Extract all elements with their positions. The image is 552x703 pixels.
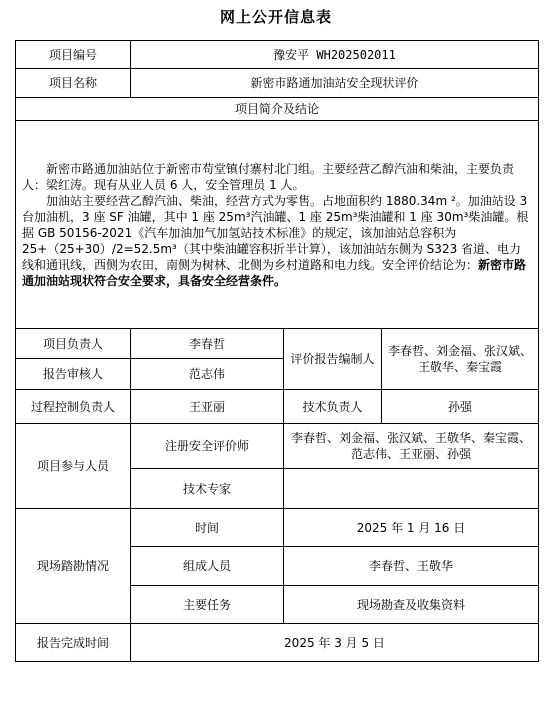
page-title: 网上公开信息表: [219, 8, 332, 26]
project-no-value: 豫安平 WH202502011: [131, 41, 539, 69]
registered-label: 注册安全评价师: [131, 424, 284, 469]
compiler-label: 评价报告编制人: [284, 329, 382, 390]
leader-label: 项目负责人: [16, 329, 131, 359]
experts-value: [284, 469, 539, 509]
intro-content: [16, 121, 539, 329]
table-row: [16, 41, 539, 69]
participants-label: 项目参与人员: [16, 424, 131, 509]
registered-value: 李春哲、刘金福、张汉斌、王敬华、秦宝霞、范志伟、王亚丽、孙强: [284, 424, 539, 469]
intro-paragraph-2: [22, 193, 532, 289]
process-value: 王亚丽: [131, 390, 284, 424]
tech-lead-label: 技术负责人: [284, 390, 382, 424]
leader-value: 李春哲: [131, 329, 284, 359]
site-members-label: 组成人员: [131, 547, 284, 586]
intro-conclusion: 新密市路通加油站现状符合安全要求，具备安全经营条件。: [22, 257, 527, 288]
project-name-value: 新密市路通加油站安全现状评价: [131, 69, 539, 98]
experts-label: 技术专家: [131, 469, 284, 509]
site-time-value: 2025 年 1 月 16 日: [284, 509, 539, 547]
site-members-value: 李春哲、王敬华: [284, 547, 539, 586]
site-task-value: 现场勘查及收集资料: [284, 586, 539, 624]
info-table: [15, 40, 539, 662]
table-row: [16, 624, 539, 662]
compiler-value: 李春哲、刘金福、张汉斌、王敬华、秦宝霞: [382, 329, 539, 390]
table-row: [16, 509, 539, 547]
table-row: [16, 121, 539, 329]
table-row: [16, 390, 539, 424]
completion-label: 报告完成时间: [16, 624, 131, 662]
project-name-label: 项目名称: [16, 69, 131, 98]
intro-paragraph-2-text: 加油站主要经营乙醇汽油、柴油，经营方式为零售。占地面积约 1880.34m ²。加油站设 3 台加油机，3 座 SF 油罐，其中 1 座 25m³汽油罐、1 座 25m³柴油罐和 1 座 30m³柴油罐。根据 GB 50156-2021《汽车加油加气加氢站技术标准》的规定，该加油站总容积为 25+（25+30）/2=52.5m³（其中柴油罐容积折半计算），该加油站东侧为 S323 省道、电力线和通讯线，西侧为农田，南侧为树林、北侧为乡村道路和电力线。安全评价结论为：: [22, 193, 529, 272]
table-row: [16, 424, 539, 469]
table-row: [16, 329, 539, 359]
site-label: 现场踏勘情况: [16, 509, 131, 624]
table-row: [16, 69, 539, 98]
intro-header: 项目简介及结论: [16, 98, 539, 121]
process-label: 过程控制负责人: [16, 390, 131, 424]
site-time-label: 时间: [131, 509, 284, 547]
project-no-label: 项目编号: [16, 41, 131, 69]
site-task-label: 主要任务: [131, 586, 284, 624]
reviewer-value: 范志伟: [131, 359, 284, 390]
tech-lead-value: 孙强: [382, 390, 539, 424]
table-row: [16, 98, 539, 121]
reviewer-label: 报告审核人: [16, 359, 131, 390]
completion-value: 2025 年 3 月 5 日: [131, 624, 539, 662]
intro-paragraph-1: 新密市路通加油站位于新密市苟堂镇付寨村北门组。主要经营乙醇汽油和柴油，主要负责人：梁红涛。现有从业人员 6 人，安全管理员 1 人。: [22, 161, 515, 192]
